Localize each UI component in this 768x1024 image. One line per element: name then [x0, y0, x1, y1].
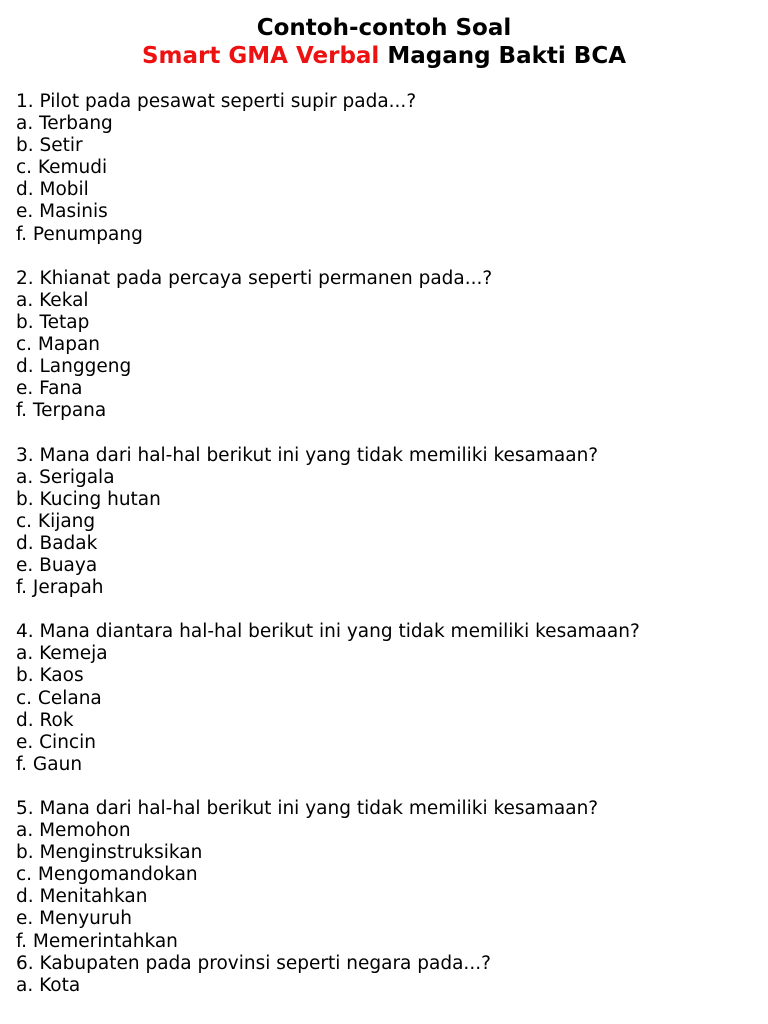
question-option: f. Terpana	[16, 400, 107, 422]
question-option: f. Penumpang	[16, 223, 143, 245]
question-option: a. Memohon	[16, 820, 131, 842]
question-option: b. Setir	[16, 135, 83, 157]
question-6	[16, 953, 761, 997]
question-option: a. Kota	[16, 974, 81, 996]
question-option: c. Kemudi	[16, 157, 108, 179]
question-option: e. Menyuruh	[16, 908, 132, 930]
question-option: c. Mapan	[16, 334, 101, 356]
question-prompt: 6. Kabupaten pada provinsi seperti negara pada...?	[16, 952, 491, 974]
question-option: e. Fana	[16, 378, 83, 400]
question-option: b. Menginstruksikan	[16, 842, 203, 864]
question-option: c. Celana	[16, 687, 102, 709]
question-option: f. Jerapah	[16, 577, 104, 599]
question-1	[16, 91, 761, 246]
title-line-2	[0, 42, 768, 70]
question-prompt: 1. Pilot pada pesawat seperti supir pada...?	[16, 91, 417, 112]
question-option: d. Menitahkan	[16, 886, 148, 908]
question-option: f. Gaun	[16, 753, 83, 775]
question-option: d. Mobil	[16, 179, 89, 201]
question-option: a. Terbang	[16, 113, 113, 135]
question-option: b. Tetap	[16, 311, 90, 333]
question-option: b. Kaos	[16, 665, 84, 687]
question-3	[16, 445, 761, 600]
question-option: a. Serigala	[16, 466, 115, 488]
question-option: d. Rok	[16, 709, 74, 731]
question-option: b. Kucing hutan	[16, 488, 161, 510]
title-rest: Magang Bakti BCA	[379, 43, 627, 69]
question-option: d. Langgeng	[16, 356, 132, 378]
question-option: e. Buaya	[16, 554, 98, 576]
question-prompt: 2. Khianat pada percaya seperti permanen pada...?	[16, 267, 493, 289]
question-2	[16, 268, 761, 423]
title-highlight: Smart GMA Verbal	[141, 43, 380, 69]
question-list	[16, 91, 761, 997]
question-option: c. Mengomandokan	[16, 864, 198, 886]
question-prompt: 3. Mana dari hal-hal berikut ini yang tidak memiliki kesamaan?	[16, 444, 599, 466]
question-option: e. Masinis	[16, 201, 108, 223]
question-option: e. Cincin	[16, 731, 96, 753]
question-5	[16, 798, 761, 953]
title-line-1: Contoh-contoh Soal	[256, 15, 512, 41]
question-prompt: 4. Mana diantara hal-hal berikut ini yang tidak memiliki kesamaan?	[16, 621, 640, 643]
question-option: a. Kekal	[16, 289, 89, 311]
question-option: d. Badak	[16, 532, 98, 554]
question-4	[16, 621, 761, 776]
question-option: a. Kemeja	[16, 643, 108, 665]
question-prompt: 5. Mana dari hal-hal berikut ini yang tidak memiliki kesamaan?	[16, 798, 599, 819]
question-option: c. Kijang	[16, 510, 96, 532]
question-option: f. Memerintahkan	[16, 930, 178, 952]
document-title	[0, 14, 768, 70]
